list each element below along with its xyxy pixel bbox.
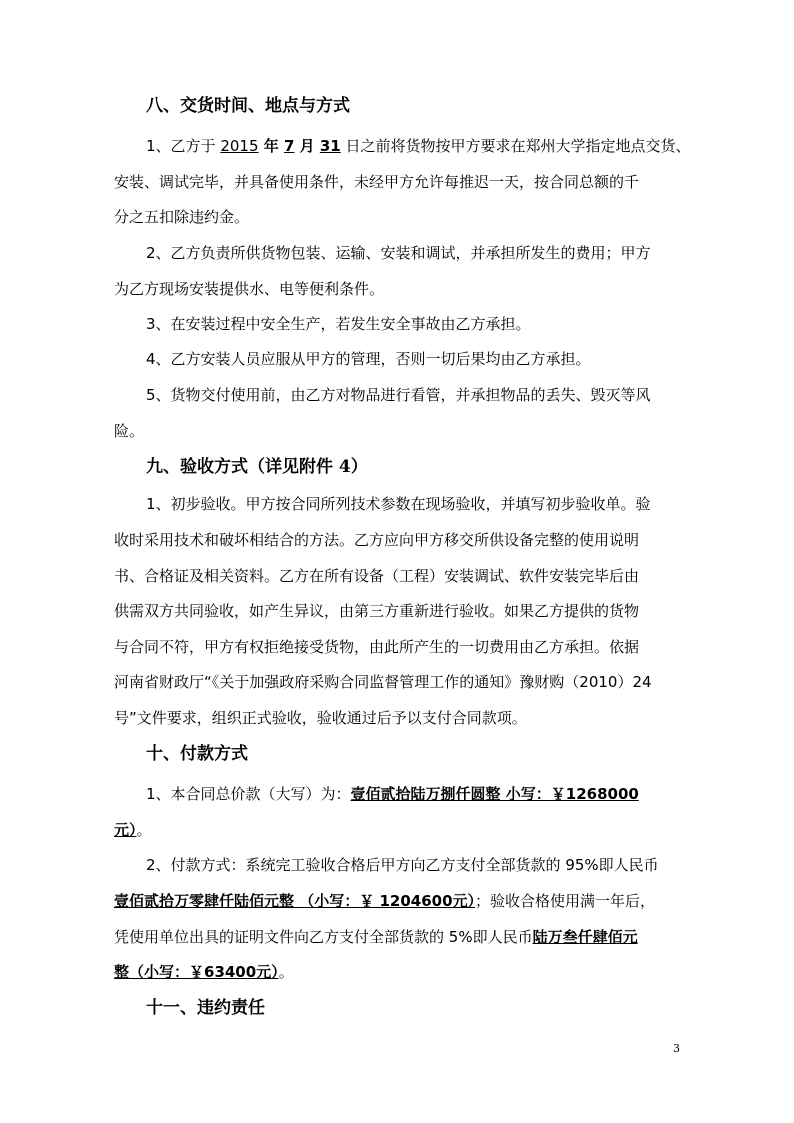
s9-line7: 号”文件要求，组织正式验收，验收通过后予以支付合同款项。	[114, 709, 527, 727]
section-11-heading: 十一、违约责任	[146, 998, 265, 1018]
s9-line5: 与合同不符，甲方有权拒绝接受货物，由此所产生的一切费用由乙方承担。依据	[114, 638, 640, 656]
s10-p1-line2: 元）。	[114, 821, 152, 839]
s8-p4: 4、乙方安装人员应服从甲方的管理，否则一切后果均由乙方承担。	[146, 350, 591, 368]
s9-line3: 书、合格证及相关资料。乙方在所有设备（工程）安装调试、软件安装完毕后由	[114, 567, 640, 585]
section-9-heading: 九、验收方式（详见附件 4）	[146, 457, 368, 477]
s9-line6: 河南省财政厅“《关于加强政府采购合同监督管理工作的通知》豫财购（2010）24	[114, 673, 652, 691]
s10-p2-line3: 凭使用单位出具的证明文件向乙方支付全部货款的 5%即人民币陆万叁仟肆佰元	[114, 928, 638, 946]
s9-line4: 供需双方共同验收，如产生异议，由第三方重新进行验收。如果乙方提供的货物	[114, 602, 640, 620]
section-10-heading: 十、付款方式	[146, 744, 248, 764]
s8-p5-line1: 5、货物交付使用前，由乙方对物品进行看管，并承担物品的丢失、毁灭等风	[146, 386, 651, 404]
s8-p5-line2: 险。	[114, 422, 145, 440]
s8-p1-line2: 安装、调试完毕，并具备使用条件，未经甲方允许每推迟一天，按合同总额的千	[114, 173, 640, 191]
s8-p2-line1: 2、乙方负责所供货物包装、运输、安装和调试，并承担所发生的费用；甲方	[146, 244, 651, 262]
s8-p1-line3: 分之五扣除违约金。	[114, 208, 250, 226]
s8-p2-line2: 为乙方现场安装提供水、电等便利条件。	[114, 280, 385, 298]
page-number: 3	[673, 1042, 680, 1055]
s10-p2-line2: 壹佰贰拾万零肆仟陆佰元整 （小写：￥ 1204600元）；验收合格使用满一年后，	[114, 892, 656, 910]
section-8-heading: 八、交货时间、地点与方式	[146, 96, 350, 116]
s8-p3: 3、在安装过程中安全生产，若发生安全事故由乙方承担。	[146, 315, 531, 333]
s9-line2: 收时采用技术和破坏相结合的方法。乙方应向甲方移交所供设备完整的使用说明	[114, 531, 640, 549]
s10-p2-line1: 2、付款方式：系统完工验收合格后甲方向乙方支付全部货款的 95%即人民币	[146, 856, 659, 874]
s10-p1-line1: 1、本合同总价款（大写）为：壹佰贰拾陆万捌仟圆整 小写：￥1268000	[146, 785, 639, 803]
s8-p1-line1: 1、乙方于 2015 年 7 月 31 日之前将货物按甲方要求在郑州大学指定地点交货、	[146, 137, 691, 155]
s9-line1: 1、初步验收。甲方按合同所列技术参数在现场验收，并填写初步验收单。验	[146, 495, 651, 513]
s10-p2-line4: 整（小写：￥63400元）。	[114, 963, 294, 981]
